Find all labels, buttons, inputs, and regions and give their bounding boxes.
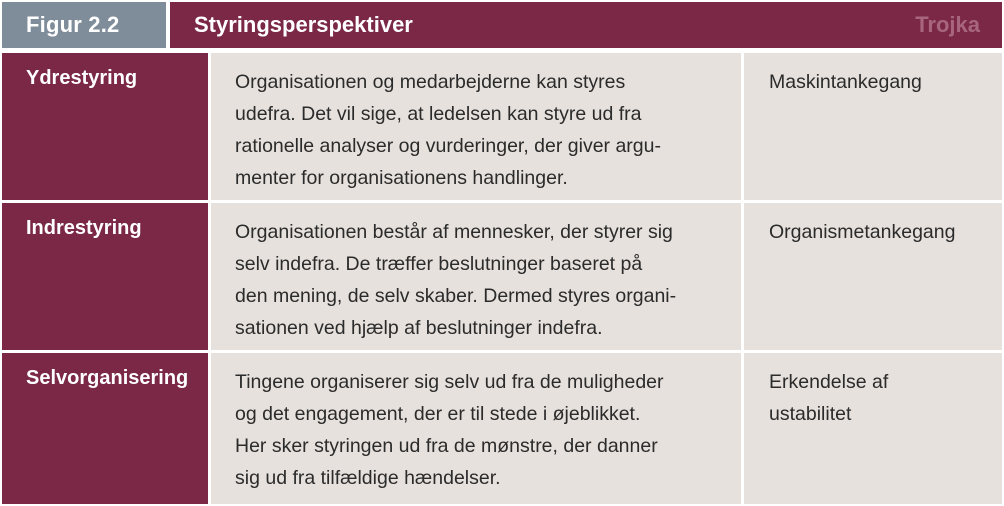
table-row <box>0 53 1004 200</box>
table-row <box>0 203 1004 350</box>
description-line: selv indefra. De træffer beslutninger baseret på <box>235 253 643 275</box>
figure-header <box>0 0 1004 50</box>
description-line: sationen ved hjælp af beslutninger indefra. <box>235 317 603 339</box>
description-line: Organisationen består af mennesker, der styrer sig <box>235 221 673 243</box>
row-description <box>211 53 741 200</box>
title-bar <box>170 2 1002 48</box>
description-line: den mening, de selv skaber. Dermed styres organi- <box>235 285 677 307</box>
row-label: Indrestyring <box>2 203 208 350</box>
figure-title: Styringsperspektiver <box>194 12 413 37</box>
description-line: Her sker styringen ud fra de mønstre, der danner <box>235 435 658 457</box>
publisher-brand: Trojka <box>915 12 980 37</box>
mindset-line: Maskintankegang <box>769 71 922 93</box>
row-label: Selvorganisering <box>2 353 208 504</box>
description-line: Tingene organiserer sig selv ud fra de muligheder <box>235 371 664 393</box>
row-mindset <box>744 203 1002 350</box>
description-line: rationelle analyser og vurderinger, der giver argu- <box>235 135 661 157</box>
description-line: Organisationen og medarbejderne kan styres <box>235 71 626 93</box>
description-line: og det engagement, der er til stede i øjeblikket. <box>235 403 641 425</box>
row-description <box>211 353 741 504</box>
description-line: menter for organisationens handlinger. <box>235 167 568 189</box>
description-line: sig ud fra tilfældige hændelser. <box>235 467 501 489</box>
row-label: Ydrestyring <box>2 53 208 200</box>
mindset-line: Organismetankegang <box>769 221 956 243</box>
row-mindset <box>744 353 1002 504</box>
row-description <box>211 203 741 350</box>
row-mindset <box>744 53 1002 200</box>
mindset-line: ustabilitet <box>769 403 852 425</box>
table-row <box>0 353 1004 504</box>
figure-number: Figur 2.2 <box>2 2 166 48</box>
description-line: udefra. Det vil sige, at ledelsen kan styre ud fra <box>235 103 642 125</box>
mindset-line: Erkendelse af <box>769 371 889 393</box>
